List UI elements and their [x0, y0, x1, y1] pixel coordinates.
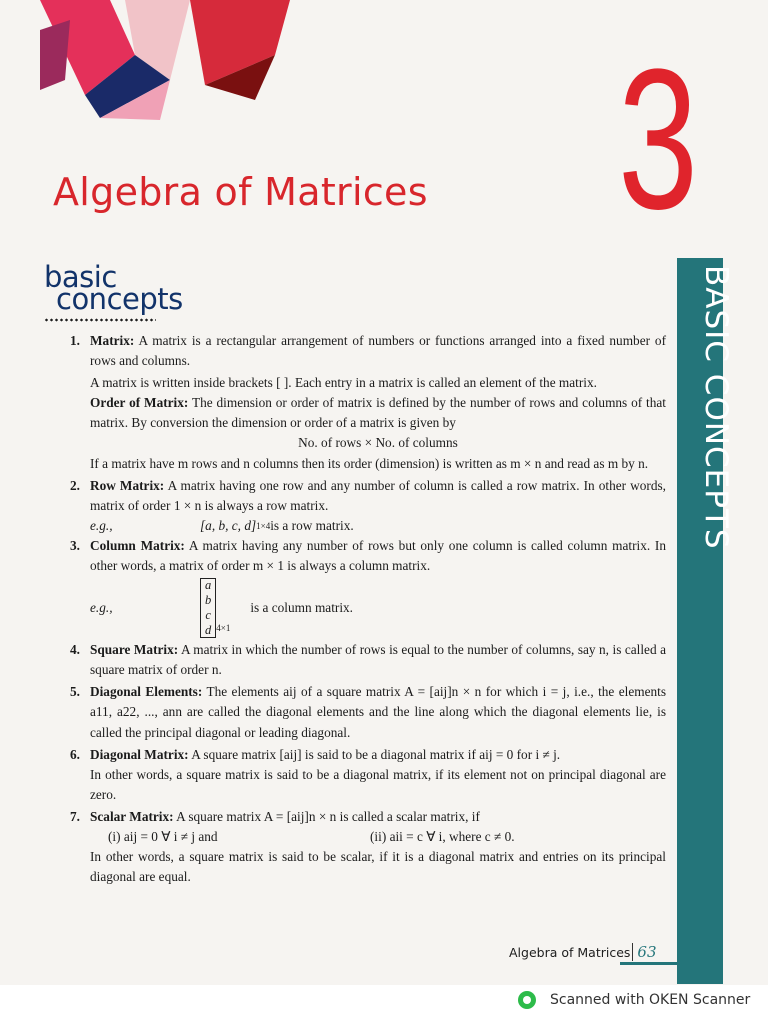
example-label: e.g.,: [90, 600, 113, 616]
item-number: 7.: [70, 808, 80, 824]
list-item: [70, 682, 666, 742]
column-matrix: [200, 578, 216, 638]
running-footer: [509, 943, 657, 961]
list-item: [70, 536, 666, 638]
footer-bar: [620, 962, 677, 965]
item-paragraph: If a matrix have m rows and n columns then its order (dimension) is written as m × n and read as m by n.: [90, 455, 649, 471]
dotted-underline: [44, 318, 156, 322]
matrix-entry: a: [205, 578, 212, 593]
row-matrix-order: 1×4: [256, 520, 271, 531]
item-text: Matrix: A matrix is a rectangular arrangement of numbers or functions arranged into a fixed number of rows and columns.: [90, 333, 666, 369]
item-number: 1.: [70, 333, 80, 348]
scanner-text: Scanned with OKEN Scanner: [550, 992, 751, 1008]
item-text: Row Matrix: A matrix having one row and any number of column is called a row matrix. In other words, matrix of order 1 × n is always a row matrix.: [90, 477, 666, 513]
item-text: Diagonal Elements: The elements aij of a square matrix A = [aij]n × n for which i = j, i.e., the elements a11, a22, ..., ann are called the diagonal elements and the line along which the diagonal elements lie, is called the principal diagonal or leading diagonal.: [90, 684, 666, 740]
item-paragraph: In other words, a square matrix is said to be a diagonal matrix, if its element not on principal diagonal are zero.: [90, 766, 666, 802]
item-text: Diagonal Matrix: A square matrix [aij] is said to be a diagonal matrix if aij = 0 for i ≠ j.: [90, 746, 561, 762]
condition-2: (ii) aii = c ∀ i, where c ≠ 0.: [370, 828, 515, 844]
sidebar-label: BASIC CONCEPTS: [698, 265, 734, 550]
page-number: 63: [632, 943, 656, 961]
item-text: Scalar Matrix: A square matrix A = [aij]n × n is called a scalar matrix, if: [90, 808, 480, 824]
item-paragraph: A matrix is written inside brackets [ ]. Each entry in a matrix is called an element of the matrix.: [90, 375, 597, 391]
row-matrix-example: [a, b, c, d]: [200, 517, 257, 533]
column-matrix-order: 4×1: [216, 623, 231, 634]
list-item: [70, 476, 666, 536]
example-row: [90, 516, 666, 536]
list-item: [70, 640, 666, 680]
item-text: Column Matrix: A matrix having any number of rows but only one column is called column matrix. In other words, a matrix of order m × 1 is always a column matrix.: [90, 537, 667, 574]
chapter-number: 3: [618, 28, 696, 251]
item-text: Square Matrix: A matrix in which the number of rows is equal to the number of columns, say n, is called a square matrix of order n.: [90, 642, 666, 678]
item-number: 3.: [70, 537, 80, 553]
example-tail: is a column matrix.: [250, 600, 353, 616]
item-number: 6.: [70, 746, 80, 762]
item-number: 2.: [70, 477, 80, 493]
concepts-list: [70, 331, 666, 887]
example-tail: is a row matrix.: [270, 517, 354, 533]
scalar-conditions: [90, 827, 666, 847]
matrix-entry: b: [205, 593, 212, 608]
logo-line2: concepts: [56, 282, 183, 316]
example-label: e.g.,: [90, 517, 113, 533]
scanner-watermark: [518, 991, 750, 1009]
item-paragraph: In other words, a square matrix is said to be scalar, if it is a diagonal matrix and entries on its principal diagonal are equal.: [90, 849, 666, 885]
footer-title: Algebra of Matrices: [509, 945, 631, 960]
item-number: 4.: [70, 642, 80, 658]
list-item: [70, 745, 666, 805]
condition-1: (i) aij = 0 ∀ i ≠ j and: [108, 828, 218, 844]
scanner-logo-icon: [518, 991, 536, 1009]
basic-concepts-logo: [44, 260, 183, 316]
example-row: [90, 578, 666, 638]
list-item: [70, 807, 666, 887]
list-item: [70, 331, 666, 474]
matrix-entry: c: [205, 608, 211, 623]
chapter-title: Algebra of Matrices: [53, 170, 428, 214]
decorative-shapes-image: [40, 0, 290, 125]
logo-line1: basic: [44, 260, 117, 294]
order-formula: No. of rows × No. of columns: [298, 435, 458, 451]
item-paragraph: Order of Matrix: The dimension or order of matrix is defined by the number of rows and columns of that matrix. By conversion the dimension or order of a matrix is given by: [90, 395, 666, 431]
matrix-entry: d: [205, 623, 212, 638]
item-number: 5.: [70, 684, 80, 700]
